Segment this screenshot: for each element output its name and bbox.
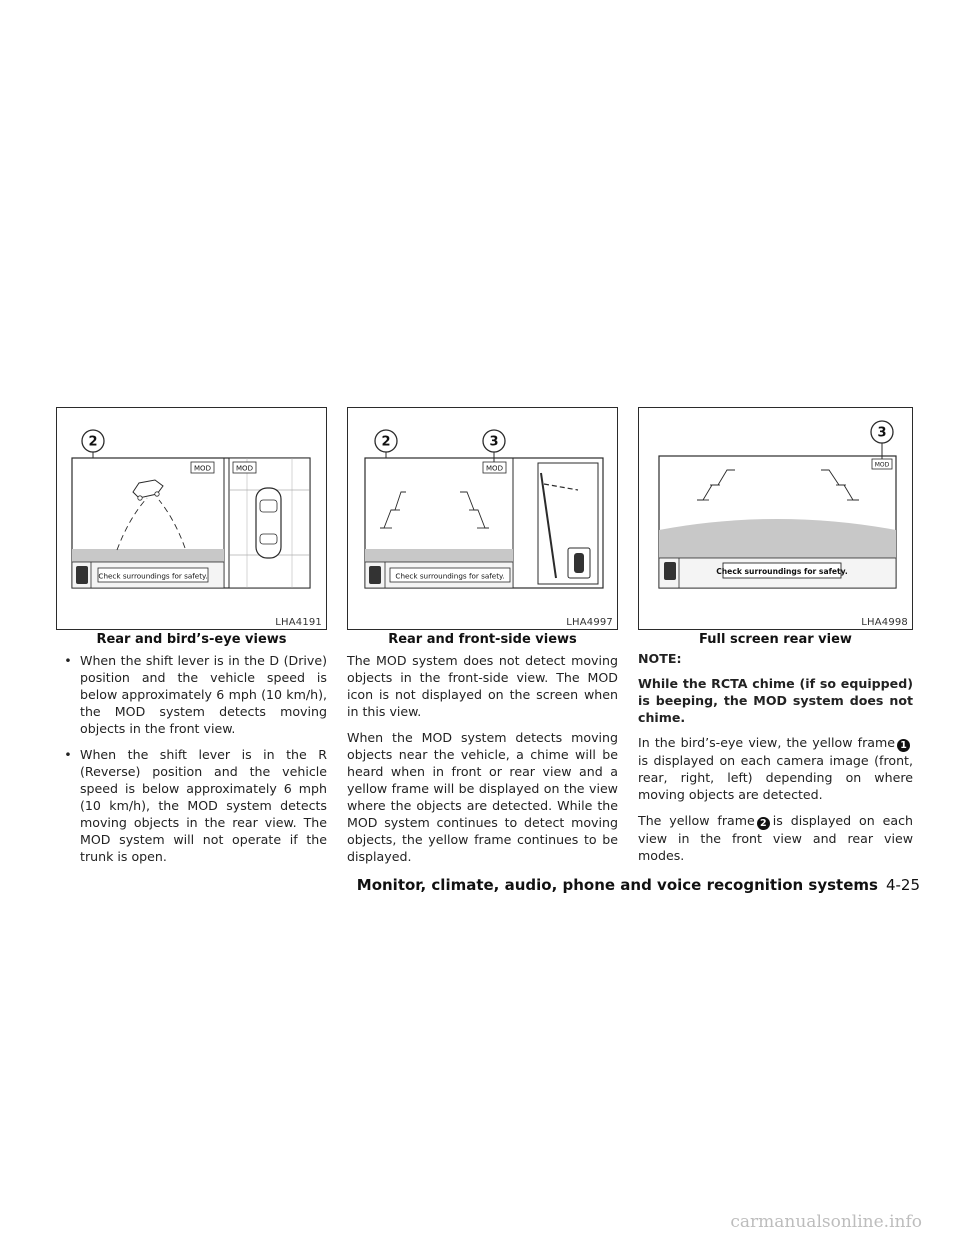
bullet-text: When the shift lever is in the D (Drive) position and the vehicle speed is below approximately 6 mph (10 km/h), the MOD system detects moving objects in the front view. [80, 653, 327, 736]
paragraph [638, 734, 913, 803]
paragraph: When the MOD system detects moving objects near the vehicle, a chime will be heard when in front or rear view and a yellow frame will be displayed on the view where the objects are detected. While the MOD system continues to detect moving objects, the yellow frame continues to be displayed. [347, 730, 618, 864]
column-middle [347, 652, 618, 874]
figure-fullscreen-rear [638, 407, 913, 630]
bullet-dot: • [64, 747, 72, 762]
callout-number: 2 [381, 434, 391, 450]
figure-caption: Rear and front-side views [388, 632, 577, 647]
figure-rear-frontside-illustration [348, 408, 619, 631]
column-left [56, 652, 327, 874]
figure-rear-frontside [347, 407, 618, 630]
figure-code: LHA4191 [275, 617, 322, 628]
mod-label: MOD [194, 464, 211, 473]
callout-number: 3 [489, 434, 499, 450]
paragraph: The MOD system does not detect moving objects in the front-side view. The MOD icon is not displayed on the screen when in this view. [347, 653, 618, 719]
page-footer [357, 876, 920, 894]
paragraph-text: is displayed on each camera image (front, rear, right, left) depending on where moving objects are detected. [638, 753, 913, 802]
safety-banner-text: Check surroundings for safety. [98, 571, 208, 581]
mod-label: MOD [486, 464, 503, 473]
figure-code: LHA4998 [861, 617, 908, 628]
figure-caption: Rear and bird’s-eye views [96, 632, 287, 647]
paragraph-text: is displayed on each view in the front view and rear view modes. [638, 813, 913, 863]
bullet-dot: • [64, 653, 72, 668]
note-text: While the RCTA chime (if so equipped) is beeping, the MOD system does not chime. [638, 676, 913, 725]
figure-caption: Full screen rear view [699, 632, 852, 647]
callout-number: 2 [88, 434, 98, 450]
section-title: Monitor, climate, audio, phone and voice recognition systems [356, 876, 878, 894]
bullet-text: When the shift lever is in the R (Reverse) position and the vehicle speed is below approximately 6 mph (10 km/h), the MOD system detects moving objects in the rear view. The MOD system will not operate if the trunk is open. [80, 747, 327, 864]
note-heading: NOTE: [638, 651, 682, 666]
bullet-item [56, 652, 327, 737]
callout-number: 1 [897, 739, 910, 752]
bullet-item [56, 746, 327, 865]
page-number: 4-25 [885, 876, 920, 894]
safety-banner-text: Check surroundings for safety. [716, 567, 848, 576]
safety-banner-text: Check surroundings for safety. [395, 571, 505, 581]
figure-fullscreen-rear-illustration [639, 408, 914, 631]
column-right [638, 650, 913, 873]
paragraph [638, 812, 913, 864]
callout-number: 2 [757, 817, 770, 830]
mod-label: MOD [236, 464, 253, 473]
figure-rear-birdseye [56, 407, 327, 630]
mod-label: MOD [874, 461, 890, 469]
callout-number: 3 [877, 425, 887, 441]
paragraph-text: In the bird’s-eye view, the yellow frame [638, 735, 895, 750]
watermark: carmanualsonline.info [730, 1212, 922, 1232]
figure-code: LHA4997 [566, 617, 613, 628]
paragraph-text: The yellow frame [638, 813, 755, 828]
figure-rear-birdseye-illustration [57, 408, 328, 631]
